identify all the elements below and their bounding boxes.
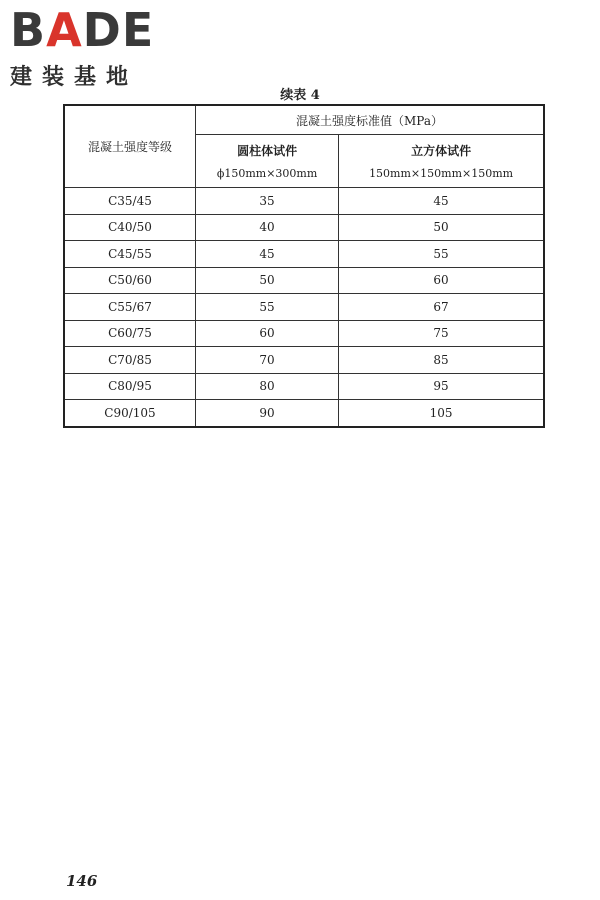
cube-value-cell: 67 xyxy=(339,294,544,321)
cube-value-cell: 105 xyxy=(339,400,544,427)
grade-cell: C35/45 xyxy=(64,188,196,215)
cube-value-cell: 85 xyxy=(339,347,544,374)
header-cylinder-dimension: ϕ150mm×300mm xyxy=(216,167,318,180)
grade-cell: C50/60 xyxy=(64,267,196,294)
cylinder-value-cell: 40 xyxy=(196,214,339,241)
cylinder-value-cell: 50 xyxy=(196,267,339,294)
cube-value-cell: 55 xyxy=(339,241,544,268)
header-cube-label: 立方体试件 xyxy=(411,144,472,158)
grade-cell: C70/85 xyxy=(64,347,196,374)
grade-cell: C40/50 xyxy=(64,214,196,241)
cylinder-value-cell: 70 xyxy=(196,347,339,374)
grade-cell: C55/67 xyxy=(64,294,196,321)
header-grade: 混凝土强度等级 xyxy=(64,105,196,188)
header-cylinder-label: 圆柱体试件 xyxy=(237,144,298,158)
cube-value-cell: 75 xyxy=(339,320,544,347)
table-caption: 续表 4 xyxy=(280,88,320,103)
cube-value-cell: 50 xyxy=(339,214,544,241)
table-row xyxy=(64,214,544,241)
grade-cell: C80/95 xyxy=(64,373,196,400)
cube-value-cell: 45 xyxy=(339,188,544,215)
cylinder-value-cell: 45 xyxy=(196,241,339,268)
table-row xyxy=(64,400,544,427)
grade-cell: C45/55 xyxy=(64,241,196,268)
brand-logo xyxy=(8,4,178,92)
table-row xyxy=(64,294,544,321)
cube-value-cell: 60 xyxy=(339,267,544,294)
brand-logo-wordmark: BADE xyxy=(10,3,155,57)
strength-table xyxy=(63,104,545,428)
grade-cell: C90/105 xyxy=(64,400,196,427)
cylinder-value-cell: 90 xyxy=(196,400,339,427)
header-cylinder xyxy=(196,135,339,188)
cylinder-value-cell: 80 xyxy=(196,373,339,400)
header-cube xyxy=(339,135,544,188)
table-row xyxy=(64,373,544,400)
table-row xyxy=(64,188,544,215)
header-cube-dimension: 150mm×150mm×150mm xyxy=(369,167,514,180)
cylinder-value-cell: 60 xyxy=(196,320,339,347)
table-row xyxy=(64,241,544,268)
brand-logo-subtitle: 建装基地 xyxy=(10,65,139,90)
cube-value-cell: 95 xyxy=(339,373,544,400)
grade-cell: C60/75 xyxy=(64,320,196,347)
table-row xyxy=(64,347,544,374)
cylinder-value-cell: 55 xyxy=(196,294,339,321)
page-number: 146 xyxy=(66,872,98,890)
cylinder-value-cell: 35 xyxy=(196,188,339,215)
table-row xyxy=(64,267,544,294)
table-row xyxy=(64,320,544,347)
header-standard-value: 混凝土强度标准值（MPa） xyxy=(196,105,545,135)
